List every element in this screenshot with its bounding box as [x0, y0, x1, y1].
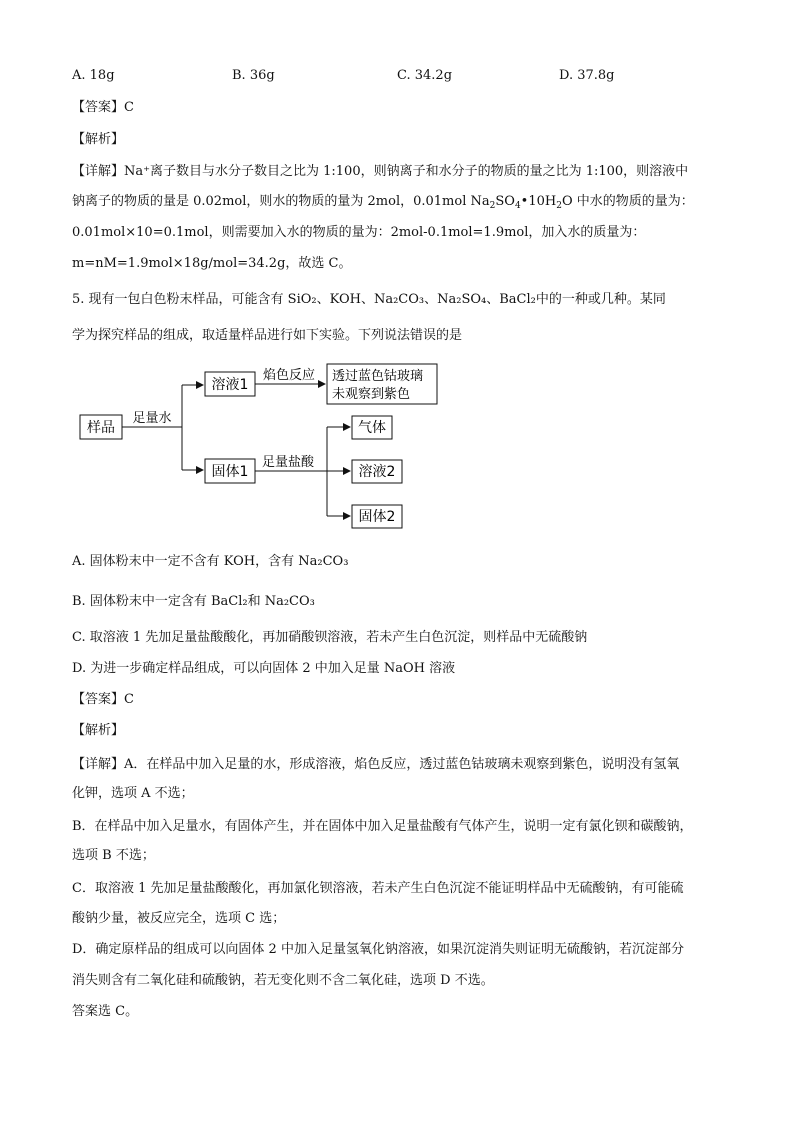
flame-test-label: 焰色反应	[262, 368, 316, 383]
option-a: A. 18g	[72, 68, 115, 83]
choice-d: D. 为进一步确定样品组成，可以向固体 2 中加入足量 NaOH 溶液	[72, 661, 456, 676]
analysis-label-2: 【解析】	[72, 723, 125, 738]
choice-c: C. 取溶液 1 先加足量盐酸酸化，再加硝酸钡溶液，若未产生白色沉淀，则样品中无硫酸钠	[72, 630, 588, 645]
solution1-label: 溶液1	[211, 377, 249, 393]
option-c: C. 34.2g	[397, 68, 453, 83]
add-water-label: 足量水	[132, 411, 172, 426]
detail2-line-4: 选项 B 不选；	[72, 848, 155, 863]
previous-question-options	[72, 68, 732, 86]
detail2-line-2: 化钾，选项 A 不选；	[72, 786, 194, 801]
detail2-line-5: C．取溶液 1 先加足量盐酸酸化，再加氯化钡溶液，若未产生白色沉淀不能证明样品中无硫酸钠，有可能硫	[72, 881, 684, 896]
gas-label: 气体	[358, 420, 386, 436]
observation-line-2: 未观察到紫色	[332, 387, 411, 402]
detail-line-2: 钠离子的物质的量是 0.02mol，则水的物质的量为 2mol，0.01mol $Na_2SO_4•10H_2O$ 中水的物质的量为：	[72, 194, 694, 211]
detail-line-4: m=nM=1.9mol×18g/mol=34.2g，故选 C。	[72, 256, 352, 271]
option-b: B. 36g	[232, 68, 275, 83]
solid2-label: 固体2	[358, 509, 396, 525]
choice-a: A. 固体粉末中一定不含有 KOH，含有 Na₂CO₃	[72, 554, 349, 569]
solution2-label: 溶液2	[358, 464, 396, 480]
add-hcl-label: 足量盐酸	[261, 455, 315, 470]
answer-label: 【答案】C	[72, 100, 134, 115]
sample-label: 样品	[87, 420, 115, 436]
detail2-line-1: 【详解】A．在样品中加入足量的水，形成溶液，焰色反应，透过蓝色钴玻璃未观察到紫色，说明没有氢氧	[72, 757, 680, 772]
experiment-flow-diagram	[70, 355, 450, 535]
detail2-line-6: 酸钠少量，被反应完全，选项 C 选；	[72, 911, 286, 926]
final-answer: 答案选 C。	[72, 1004, 139, 1019]
solid1-label: 固体1	[211, 464, 249, 480]
detail2-line-7: D．确定原样品的组成可以向固体 2 中加入足量氢氧化钠溶液，如果沉淀消失则证明无硫酸钠，若沉淀部分	[72, 942, 684, 957]
detail-line-1: 【详解】Na⁺离子数目与水分子数目之比为 1:100，则钠离子和水分子的物质的量之比为 1:100，则溶液中	[72, 164, 689, 179]
observation-line-1: 透过蓝色钴玻璃	[332, 369, 424, 384]
detail2-line-8: 消失则含有二氧化硅和硫酸钠，若无变化则不含二氧化硅，选项 D 不选。	[72, 973, 494, 988]
analysis-label: 【解析】	[72, 132, 125, 147]
question-5-line-2: 学为探究样品的组成，取适量样品进行如下实验。下列说法错误的是	[72, 328, 463, 343]
answer-label-2: 【答案】C	[72, 692, 134, 707]
detail-line-3: 0.01mol×10=0.1mol，则需要加入水的物质的量为：2mol-0.1mol=1.9mol，加入水的质量为：	[72, 225, 646, 240]
option-d: D. 37.8g	[559, 68, 615, 83]
detail2-line-3: B．在样品中加入足量水，有固体产生，并在固体中加入足量盐酸有气体产生，说明一定有氯化钡和碳酸钠，	[72, 819, 693, 834]
question-5-line-1: 5. 现有一包白色粉末样品，可能含有 SiO₂、KOH、Na₂CO₃、Na₂SO₄、BaCl₂中的一种或几种。某同	[72, 292, 666, 307]
choice-b: B. 固体粉末中一定含有 BaCl₂和 Na₂CO₃	[72, 594, 315, 609]
